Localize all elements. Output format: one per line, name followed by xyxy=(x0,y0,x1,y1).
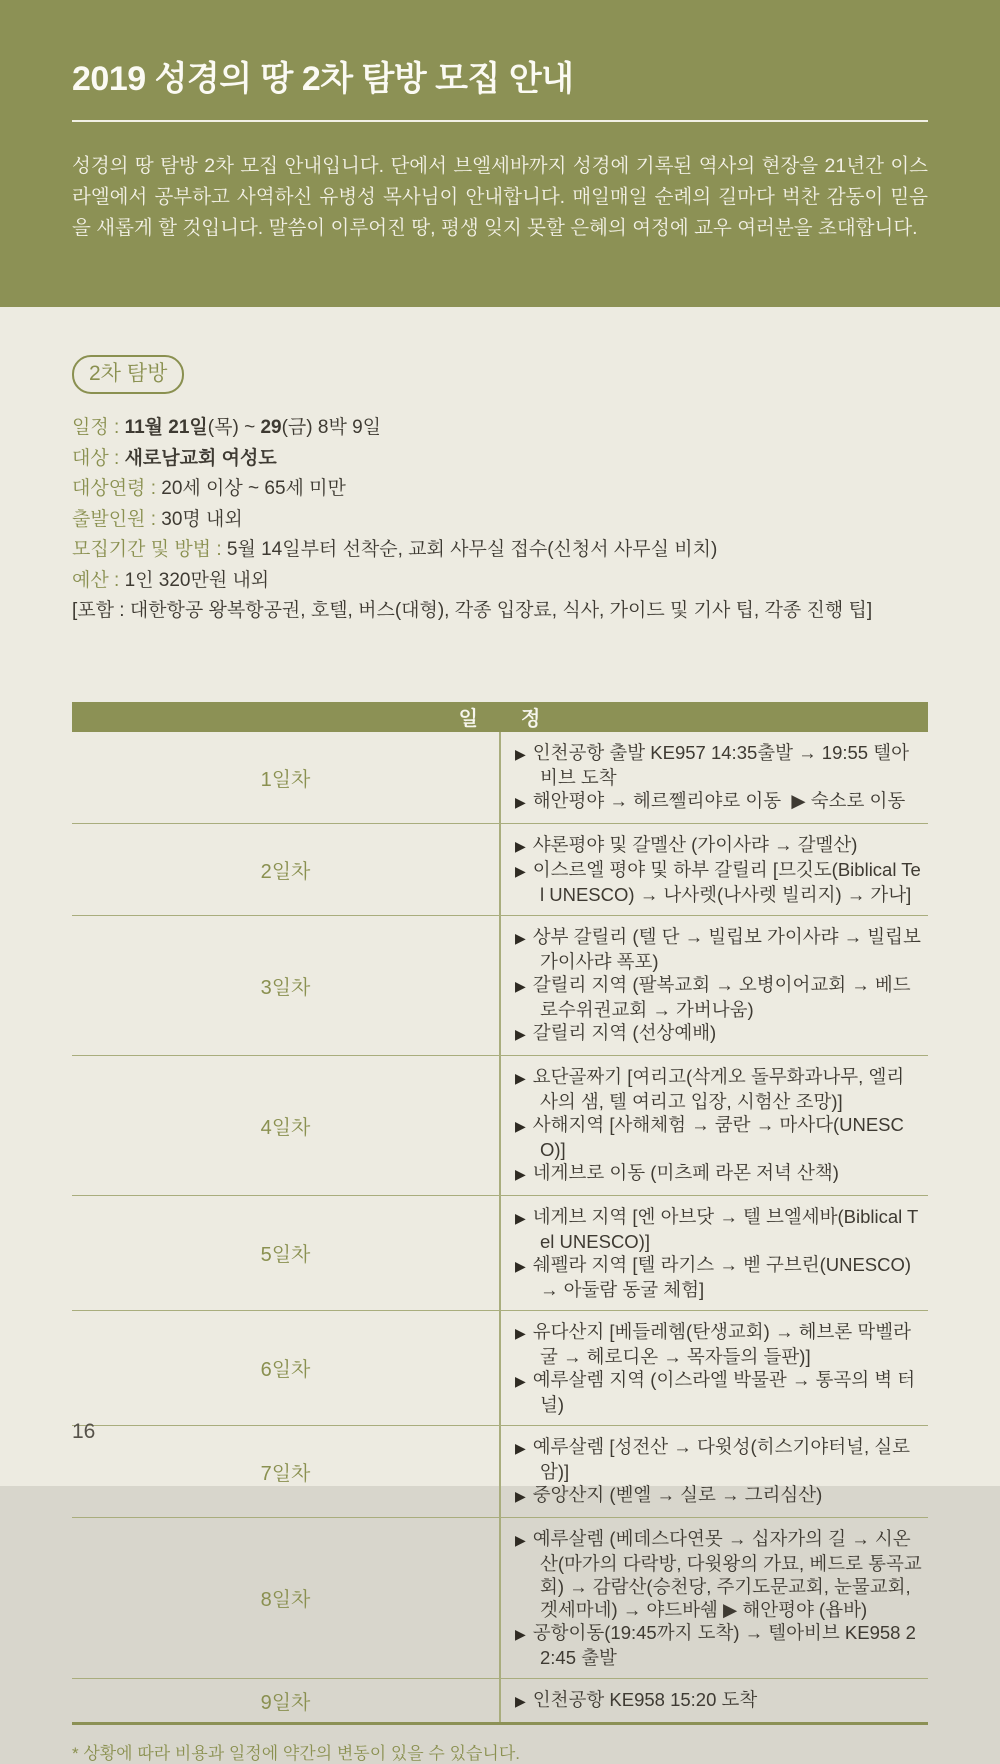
tour-details-list xyxy=(72,413,928,596)
schedule-header: 일 정 xyxy=(72,702,928,732)
schedule-items-cell xyxy=(500,1195,928,1310)
bullet-icon: ▶ xyxy=(515,977,526,994)
schedule-item: ▶ 네게브로 이동 (미츠페 라몬 저녁 산책) xyxy=(515,1161,839,1183)
detail-value xyxy=(161,509,242,530)
schedule-item: ▶ 유다산지 [베들레헴(탄생교회) → 헤브론 막벨라굴 → 헤로디온 → 목자들의 들판)] xyxy=(515,1320,911,1367)
schedule-row xyxy=(72,732,928,824)
schedule-row xyxy=(72,1517,928,1678)
schedule-row xyxy=(72,915,928,1055)
detail-label: 일정 xyxy=(72,417,109,438)
schedule-row xyxy=(72,1310,928,1425)
schedule-day-label: 7일차 xyxy=(72,1425,500,1517)
detail-row xyxy=(72,444,928,475)
detail-label: 출발인원 xyxy=(72,508,146,530)
detail-row xyxy=(72,535,928,566)
intro-paragraph: 성경의 땅 탐방 2차 모집 안내입니다. 단에서 브엘세바까지 성경에 기록된 역사의 현장을 21년간 이스라엘에서 공부하고 사역하신 유병성 목사님이 안내합니다. 매일매일 순례의 길마다 벅찬 감동이 믿음을 새롭게 할 것입니다. 말씀이 이루어진 땅, 평생 잊지 못할 은혜의 여정에 교우 여러분을 초대합니다. xyxy=(72,155,928,239)
schedule-item: ▶ 예루살렘 (베데스다연못 → 십자가의 길 → 시온산(마가의 다락방, 다윗왕의 가묘, 베드로 통곡교회) → 감람산(승천당, 주기도문교회, 눈물교회, 겟세마네) → 야드바쉠 ▶ 해안평야 (욥바) xyxy=(515,1527,922,1620)
schedule-item: ▶ 쉐펠라 지역 [텔 라기스 → 벧 구브린(UNESCO) → 아둘람 동굴 체험] xyxy=(515,1253,917,1300)
detail-value-segment: 29 xyxy=(260,417,282,438)
footnote: * 상황에 따라 비용과 일정에 약간의 변동이 있을 수 있습니다. xyxy=(72,1743,520,1763)
schedule-day-label: 2일차 xyxy=(72,823,500,915)
detail-row xyxy=(72,413,928,444)
bullet-icon: ▶ xyxy=(515,1257,526,1274)
schedule-day-label: 6일차 xyxy=(72,1310,500,1425)
hero-banner xyxy=(0,0,1000,307)
detail-colon: : xyxy=(145,508,162,530)
detail-value-segment: 1인 320만원 내외 xyxy=(124,569,270,591)
detail-label: 대상 xyxy=(72,447,109,469)
schedule-day-label: 4일차 xyxy=(72,1055,500,1195)
page-number: 16 xyxy=(72,1420,96,1443)
schedule-day-label: 5일차 xyxy=(72,1195,500,1310)
schedule-item: ▶ 해안평야 → 헤르쩰리야로 이동 ▶ 숙소로 이동 xyxy=(515,789,906,811)
schedule-day-label: 9일차 xyxy=(72,1678,500,1723)
detail-label: 모집기간 및 방법 xyxy=(72,539,212,560)
schedule-table xyxy=(72,702,928,1725)
schedule-item: ▶ 이스르엘 평야 및 하부 갈릴리 [므깃도(Biblical Tel UNESCO) → 나사렛(나사렛 빌리지) → 가나] xyxy=(515,858,921,905)
detail-value-segment: (목) ~ xyxy=(207,417,261,438)
schedule-item: ▶ 샤론평야 및 갈멜산 (가이사랴 → 갈멜산) xyxy=(515,833,858,855)
bullet-icon: ▶ xyxy=(515,1487,526,1504)
bullet-icon: ▶ xyxy=(515,862,526,879)
schedule-item: ▶ 중앙산지 (벧엘 → 실로 → 그리심산) xyxy=(515,1483,823,1505)
bullet-icon: ▶ xyxy=(515,1372,526,1389)
schedule-item: ▶ 공항이동(19:45까지 도착) → 텔아비브 KE958 22:45 출발 xyxy=(515,1621,916,1668)
tour-round-badge: 2차 탐방 xyxy=(72,355,184,394)
detail-value xyxy=(227,539,717,560)
schedule-item: ▶ 사해지역 [사해체험 → 쿰란 → 마사다(UNESCO)] xyxy=(515,1113,904,1160)
bullet-icon: ▶ xyxy=(515,1209,526,1226)
detail-value-segment: 5월 14일부터 선착순, 교회 사무실 접수(신청서 사무실 비치) xyxy=(226,539,718,560)
detail-value-segment: 새로남교회 여성도 xyxy=(124,447,277,469)
bullet-icon: ▶ xyxy=(515,1324,526,1341)
schedule-item: ▶ 예루살렘 지역 (이스라엘 박물관 → 통곡의 벽 터널) xyxy=(515,1368,916,1415)
detail-colon: : xyxy=(211,539,227,560)
detail-value xyxy=(161,478,346,499)
detail-value-segment: 11월 21일 xyxy=(124,417,208,438)
detail-colon: : xyxy=(108,569,125,591)
detail-value xyxy=(125,570,270,591)
detail-row xyxy=(72,566,928,597)
bullet-icon: ▶ xyxy=(515,1692,526,1709)
bullet-icon: ▶ xyxy=(515,1165,526,1182)
schedule-day-label: 8일차 xyxy=(72,1517,500,1678)
schedule-items-cell xyxy=(500,1425,928,1517)
bullet-icon: ▶ xyxy=(515,745,526,762)
schedule-item: ▶ 예루살렘 [성전산 → 다윗성(히스기야터널, 실로암)] xyxy=(515,1435,910,1482)
detail-label: 대상연령 xyxy=(72,478,146,499)
schedule-item: ▶ 네게브 지역 [엔 아브닷 → 텔 브엘세바(Biblical Tel UNESCO)] xyxy=(515,1205,919,1252)
bullet-icon: ▶ xyxy=(515,1025,526,1042)
bullet-icon: ▶ xyxy=(515,793,526,810)
schedule-item: ▶ 갈릴리 지역 (선상예배) xyxy=(515,1021,717,1043)
schedule-header-row xyxy=(72,702,928,732)
schedule-item: ▶ 갈릴리 지역 (팔복교회 → 오병이어교회 → 베드로수위권교회 → 가버나움) xyxy=(515,973,911,1020)
detail-value-segment: 20세 이상 ~ 65세 미만 xyxy=(161,478,346,499)
detail-colon: : xyxy=(108,447,125,469)
detail-row xyxy=(72,505,928,536)
schedule-items-cell xyxy=(500,1517,928,1678)
schedule-items-cell xyxy=(500,823,928,915)
bullet-icon: ▶ xyxy=(515,1069,526,1086)
detail-colon: : xyxy=(145,478,162,499)
schedule-items-cell xyxy=(500,1310,928,1425)
schedule-day-label: 1일차 xyxy=(72,732,500,824)
bullet-icon: ▶ xyxy=(515,1531,526,1548)
schedule-row xyxy=(72,1195,928,1310)
schedule-item: ▶ 인천공항 KE958 15:20 도착 xyxy=(515,1688,758,1710)
detail-colon: : xyxy=(108,417,125,438)
schedule-item: ▶ 요단골짜기 [여리고(삭게오 돌무화과나무, 엘리사의 샘, 텔 여리고 입장, 시험산 조망)] xyxy=(515,1065,905,1112)
detail-value xyxy=(125,417,381,438)
schedule-row xyxy=(72,1055,928,1195)
included-note: [포함 : 대한항공 왕복항공권, 호텔, 버스(대형), 각종 입장료, 식사, 가이드 및 기사 팁, 각종 진행 팁] xyxy=(72,600,873,621)
schedule-items-cell xyxy=(500,732,928,824)
detail-value-segment: (금) 8박 9일 xyxy=(281,417,382,438)
schedule-items-cell xyxy=(500,915,928,1055)
detail-value xyxy=(125,448,277,469)
schedule-row xyxy=(72,1425,928,1517)
schedule-day-label: 3일차 xyxy=(72,915,500,1055)
schedule-items-cell xyxy=(500,1678,928,1723)
bullet-icon: ▶ xyxy=(515,1625,526,1642)
title-divider xyxy=(72,120,928,122)
detail-row xyxy=(72,474,928,505)
schedule-item: ▶ 인천공항 출발 KE957 14:35출발 → 19:55 텔아비브 도착 xyxy=(515,741,909,788)
bullet-icon: ▶ xyxy=(515,1439,526,1456)
bullet-icon: ▶ xyxy=(515,837,526,854)
bullet-icon: ▶ xyxy=(515,929,526,946)
schedule-row xyxy=(72,1678,928,1723)
detail-label: 예산 xyxy=(72,569,109,591)
bullet-icon: ▶ xyxy=(515,1117,526,1134)
page-title: 2019 성경의 땅 2차 탐방 모집 안내 xyxy=(72,60,574,98)
tour-info-section xyxy=(0,307,1000,627)
detail-value-segment: 30명 내외 xyxy=(161,508,243,530)
schedule-items-cell xyxy=(500,1055,928,1195)
schedule-row xyxy=(72,823,928,915)
schedule-section xyxy=(0,702,1000,1764)
schedule-item: ▶ 상부 갈릴리 (텔 단 → 빌립보 가이사랴 → 빌립보 가이사랴 폭포) xyxy=(515,925,927,972)
